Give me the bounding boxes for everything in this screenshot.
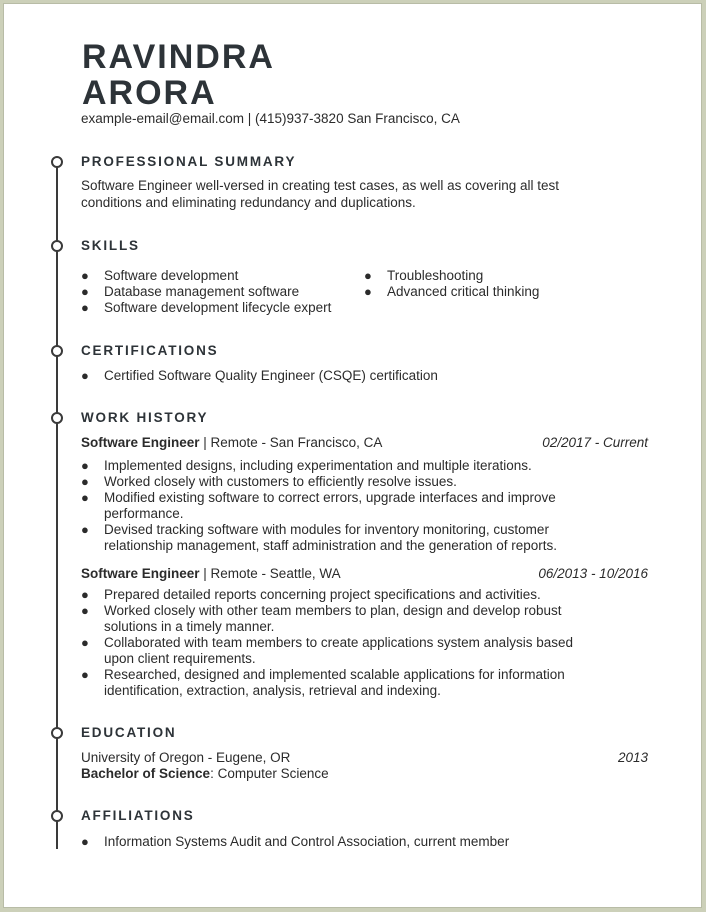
education-school-row bbox=[81, 750, 648, 765]
timeline-dot bbox=[51, 240, 63, 252]
work-heading: WORK HISTORY bbox=[81, 410, 209, 425]
last-name: ARORA bbox=[82, 74, 217, 112]
summary-text bbox=[81, 178, 559, 211]
timeline-line bbox=[56, 161, 58, 849]
list-item: ● Modified existing software to correct errors, upgrade interfaces and improve performance. bbox=[81, 490, 556, 521]
job-header bbox=[81, 566, 648, 581]
list-item: ● Collaborated with team members to create applications system analysis based upon client requirements. bbox=[81, 635, 573, 666]
job-role: Software Engineer bbox=[81, 566, 200, 581]
list-item: ● Software development bbox=[81, 268, 239, 283]
list-item: ● Troubleshooting bbox=[364, 268, 484, 283]
graduation-year: 2013 bbox=[617, 750, 648, 765]
timeline-dot bbox=[51, 156, 63, 168]
job-role: Software Engineer bbox=[81, 435, 200, 450]
timeline-dot bbox=[51, 412, 63, 424]
skills-list-right bbox=[349, 268, 649, 300]
job-bullets bbox=[66, 587, 646, 699]
contact-line: example-email@email.com | (415)937-3820 San Francisco, CA bbox=[81, 111, 460, 126]
timeline-dot bbox=[51, 727, 63, 739]
skills-heading: SKILLS bbox=[81, 238, 140, 253]
list-item: ● Database management software bbox=[81, 284, 300, 299]
affiliations-heading: AFFILIATIONS bbox=[81, 808, 195, 823]
skills-list-left bbox=[66, 268, 336, 316]
first-name: RAVINDRA bbox=[82, 38, 275, 76]
list-item: ● Implemented designs, including experimentation and multiple iterations. bbox=[81, 458, 532, 473]
resume-page bbox=[3, 3, 702, 908]
list-item: ● Researched, designed and implemented scalable applications for information identification, extraction, analysis, retrieval and indexing. bbox=[81, 667, 565, 698]
timeline-dot bbox=[51, 810, 63, 822]
job-header bbox=[81, 435, 648, 450]
summary-line: conditions and eliminating redundancy and duplications. bbox=[81, 194, 416, 210]
list-item: ● Worked closely with other team members to plan, design and develop robust solutions in a timely manner. bbox=[81, 603, 562, 634]
summary-heading: PROFESSIONAL SUMMARY bbox=[81, 154, 297, 169]
certifications-list bbox=[66, 368, 646, 384]
list-item: ● Software development lifecycle expert bbox=[81, 300, 332, 315]
education-heading: EDUCATION bbox=[81, 725, 177, 740]
list-item: ● Devised tracking software with modules for inventory monitoring, customer relationship management, staff administration and the generation of reports. bbox=[81, 522, 558, 553]
candidate-name bbox=[82, 39, 275, 111]
school-name: University of Oregon - Eugene, OR bbox=[81, 750, 291, 765]
job-bullets bbox=[66, 458, 646, 554]
job-location: | Remote - San Francisco, CA bbox=[199, 435, 383, 450]
list-item: ● Advanced critical thinking bbox=[364, 284, 540, 299]
timeline-dot bbox=[51, 345, 63, 357]
degree-label: Bachelor of Science bbox=[81, 766, 211, 781]
certifications-heading: CERTIFICATIONS bbox=[81, 343, 219, 358]
job-dates: 06/2013 - 10/2016 bbox=[538, 566, 648, 581]
education-degree-row bbox=[81, 766, 648, 781]
list-item: ● Worked closely with customers to efficiently resolve issues. bbox=[81, 474, 457, 489]
summary-line: Software Engineer well-versed in creating test cases, as well as covering all test bbox=[81, 178, 559, 193]
list-item: ● Prepared detailed reports concerning project specifications and activities. bbox=[81, 587, 541, 602]
affiliations-list bbox=[66, 834, 646, 850]
list-item: ● Information Systems Audit and Control Association, current member bbox=[81, 834, 510, 849]
list-item: ● Certified Software Quality Engineer (CSQE) certification bbox=[81, 368, 438, 383]
degree-field: : Computer Science bbox=[210, 766, 329, 781]
job-location: | Remote - Seattle, WA bbox=[199, 566, 341, 581]
job-dates: 02/2017 - Current bbox=[542, 435, 648, 450]
